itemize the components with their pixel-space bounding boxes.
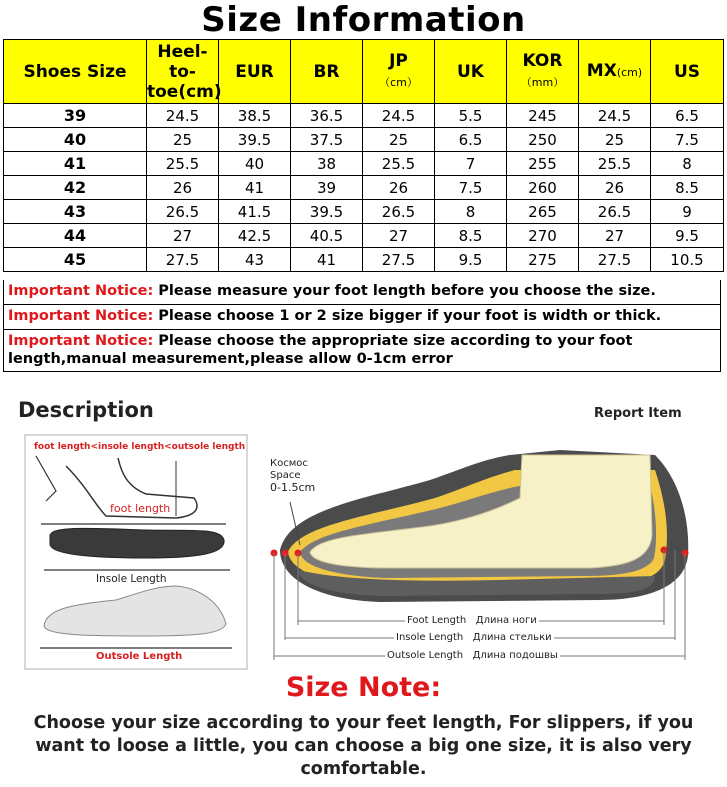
table-row bbox=[4, 128, 724, 152]
table-cell: 36.5 bbox=[291, 104, 363, 128]
notice-label: Important Notice: bbox=[8, 333, 154, 349]
table-row bbox=[4, 224, 724, 248]
table-cell: 27 bbox=[579, 224, 651, 248]
table-body bbox=[4, 104, 724, 272]
column-header-main: EUR bbox=[235, 61, 274, 82]
table-cell: 25.5 bbox=[579, 152, 651, 176]
size-note-title: Size Note: bbox=[285, 672, 442, 703]
table-cell: 265 bbox=[507, 200, 579, 224]
table-cell: 27.5 bbox=[363, 248, 435, 272]
table-cell: 43 bbox=[219, 248, 291, 272]
foot-length-label: foot length bbox=[110, 502, 171, 515]
column-header-main: KOR bbox=[522, 50, 563, 71]
measure-row-foot: Foot Length Длина ноги bbox=[407, 615, 537, 626]
table-cell: 260 bbox=[507, 176, 579, 200]
table-cell: 38 bbox=[291, 152, 363, 176]
table-cell: 8.5 bbox=[435, 224, 507, 248]
table-cell: 8 bbox=[435, 200, 507, 224]
table-cell: 9.5 bbox=[435, 248, 507, 272]
table-cell: 44 bbox=[4, 224, 147, 248]
measure-row-outsole: Outsole Length Длина подошвы bbox=[387, 650, 558, 661]
table-cell: 40.5 bbox=[291, 224, 363, 248]
size-table bbox=[3, 39, 724, 272]
table-cell: 8.5 bbox=[651, 176, 724, 200]
table-cell: 27.5 bbox=[579, 248, 651, 272]
column-header-main: UK bbox=[457, 61, 484, 82]
notice-label: Important Notice: bbox=[8, 283, 154, 299]
table-cell: 7.5 bbox=[435, 176, 507, 200]
column-header-main: US bbox=[673, 61, 701, 82]
table-cell: 41 bbox=[219, 176, 291, 200]
notice-text: Please choose 1 or 2 size bigger if your foot is width or thick. bbox=[153, 308, 662, 324]
space-label: Космос Space 0-1.5cm bbox=[270, 458, 316, 494]
table-cell: 43 bbox=[4, 200, 147, 224]
page-title: Size Information bbox=[201, 0, 526, 40]
table-cell: 25 bbox=[579, 128, 651, 152]
table-cell: 42 bbox=[4, 176, 147, 200]
table-cell: 26 bbox=[579, 176, 651, 200]
table-cell: 45 bbox=[4, 248, 147, 272]
table-row bbox=[4, 152, 724, 176]
column-header-main: Heel-to- bbox=[157, 41, 208, 82]
table-cell: 7.5 bbox=[651, 128, 724, 152]
insole-length-label: Insole Length bbox=[96, 573, 167, 585]
table-cell: 41 bbox=[291, 248, 363, 272]
column-header-main: JP bbox=[389, 50, 408, 71]
table-cell: 41 bbox=[4, 152, 147, 176]
length-comparison-caption: foot length<insole length<outsole length bbox=[34, 442, 246, 452]
table-cell: 27.5 bbox=[147, 248, 219, 272]
table-cell: 40 bbox=[4, 128, 147, 152]
notice-3 bbox=[3, 330, 721, 372]
table-cell: 24.5 bbox=[363, 104, 435, 128]
table-cell: 26.5 bbox=[363, 200, 435, 224]
table-header-row bbox=[4, 40, 724, 104]
table-cell: 26 bbox=[363, 176, 435, 200]
table-cell: 26.5 bbox=[147, 200, 219, 224]
table-cell: 250 bbox=[507, 128, 579, 152]
column-header-main: Shoes Size bbox=[23, 61, 127, 82]
table-cell: 24.5 bbox=[579, 104, 651, 128]
column-header bbox=[435, 40, 507, 104]
table-cell: 270 bbox=[507, 224, 579, 248]
table-cell: 39.5 bbox=[219, 128, 291, 152]
measurement-illustration-panel bbox=[24, 434, 248, 670]
table-cell: 7 bbox=[435, 152, 507, 176]
size-note-text: Choose your size according to your feet length, For slippers, if you want to loose a little, you can choose a big one size, it is also very comfortable. bbox=[33, 713, 694, 779]
table-row bbox=[4, 248, 724, 272]
table-row bbox=[4, 200, 724, 224]
table-cell: 39 bbox=[291, 176, 363, 200]
notice-1 bbox=[3, 280, 721, 305]
table-cell: 41.5 bbox=[219, 200, 291, 224]
column-header bbox=[291, 40, 363, 104]
column-header-sub: toe(cm) bbox=[147, 81, 222, 102]
column-header-sub: （cm） bbox=[379, 75, 418, 89]
column-header-sub: （mm） bbox=[520, 75, 565, 89]
column-header bbox=[363, 40, 435, 104]
notice-text: Please measure your foot length before you choose the size. bbox=[153, 283, 656, 299]
insole-icon bbox=[50, 528, 224, 558]
table-cell: 25.5 bbox=[363, 152, 435, 176]
table-cell: 255 bbox=[507, 152, 579, 176]
notice-2 bbox=[3, 305, 721, 330]
column-header bbox=[579, 40, 651, 104]
measurement-drawings bbox=[26, 436, 246, 668]
notice-text: Please choose the appropriate size according to your foot length,manual measurement,please allow 0-1cm error bbox=[8, 333, 633, 367]
table-cell: 39 bbox=[4, 104, 147, 128]
table-cell: 6.5 bbox=[651, 104, 724, 128]
table-cell: 40 bbox=[219, 152, 291, 176]
measure-row-insole: Insole Length Длина стельки bbox=[396, 632, 552, 643]
table-cell: 6.5 bbox=[435, 128, 507, 152]
column-header-main: MX bbox=[586, 60, 617, 81]
column-header bbox=[4, 40, 147, 104]
table-cell: 25 bbox=[147, 128, 219, 152]
column-header-main: BR bbox=[313, 61, 340, 82]
report-item-link[interactable]: Report Item bbox=[594, 406, 682, 421]
table-cell: 26.5 bbox=[579, 200, 651, 224]
table-cell: 245 bbox=[507, 104, 579, 128]
column-header bbox=[147, 40, 222, 104]
outsole-length-label: Outsole Length bbox=[96, 651, 183, 662]
table-row bbox=[4, 104, 724, 128]
column-header bbox=[507, 40, 579, 104]
table-cell: 38.5 bbox=[219, 104, 291, 128]
table-cell: 10.5 bbox=[651, 248, 724, 272]
shoe-icon bbox=[44, 586, 226, 636]
description-title: Description bbox=[18, 398, 154, 422]
table-cell: 275 bbox=[507, 248, 579, 272]
table-cell: 5.5 bbox=[435, 104, 507, 128]
table-cell: 8 bbox=[651, 152, 724, 176]
column-header-sub: (cm) bbox=[616, 65, 643, 79]
table-cell: 9.5 bbox=[651, 224, 724, 248]
table-cell: 42.5 bbox=[219, 224, 291, 248]
table-cell: 37.5 bbox=[291, 128, 363, 152]
table-cell: 25.5 bbox=[147, 152, 219, 176]
table-cell: 27 bbox=[147, 224, 219, 248]
column-header bbox=[651, 40, 724, 104]
table-cell: 24.5 bbox=[147, 104, 219, 128]
table-row bbox=[4, 176, 724, 200]
table-cell: 25 bbox=[363, 128, 435, 152]
table-cell: 27 bbox=[363, 224, 435, 248]
notice-label: Important Notice: bbox=[8, 308, 154, 324]
column-header bbox=[219, 40, 291, 104]
table-cell: 39.5 bbox=[291, 200, 363, 224]
table-cell: 26 bbox=[147, 176, 219, 200]
table-cell: 9 bbox=[651, 200, 724, 224]
